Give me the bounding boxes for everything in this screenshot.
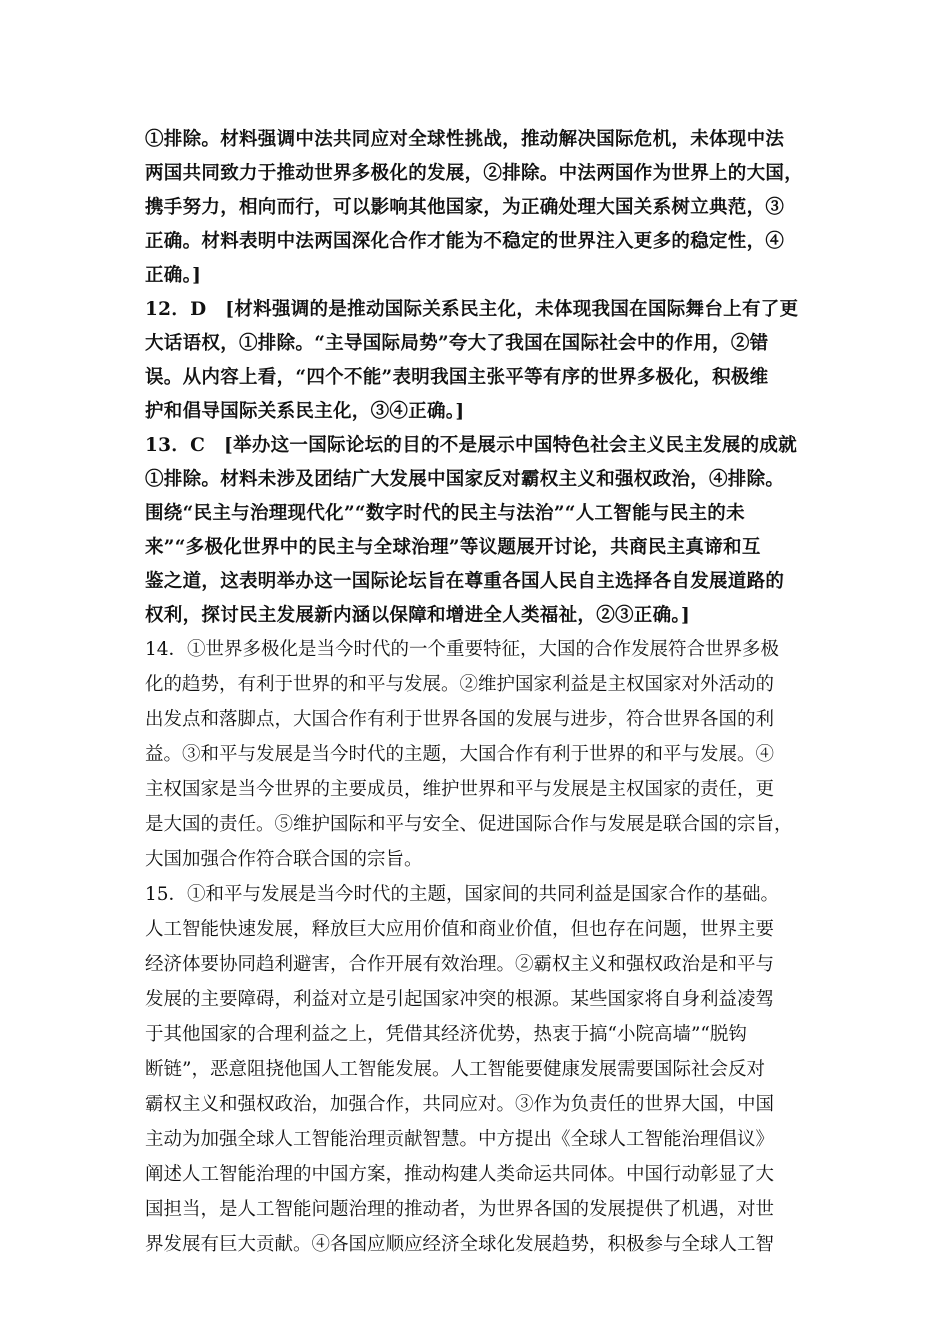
answer-14-line-1: 14．①世界多极化是当今时代的一个重要特征，大国的合作发展符合世界多极 (145, 639, 780, 660)
answer-11-line-5: 正确。] (145, 265, 202, 286)
answer-15-line-5: 于其他国家的合理利益之上，凭借其经济优势，热衷于搞“小院高墙”“脱钩 (145, 1024, 747, 1045)
answer-11-line-3: 携手努力，相向而行，可以影响其他国家，为正确处理大国关系树立典范，③ (145, 197, 785, 218)
answer-15-line-9: 阐述人工智能治理的中国方案，推动构建人类命运共同体。中国行动彰显了大 (145, 1164, 775, 1185)
answer-13-line-6: 权利，探讨民主发展新内涵以保障和增进全人类福祉，②③正确。] (145, 605, 691, 626)
answer-15-line-10: 国担当，是人工智能问题治理的推动者，为世界各国的发展提供了机遇，对世 (145, 1199, 775, 1220)
answer-14-line-3: 出发点和落脚点，大国合作有利于世界各国的发展与进步，符合世界各国的利 (145, 709, 775, 730)
answer-12-line-1: 12．D [材料强调的是推动国际关系民主化，未体现我国在国际舞台上有了更 (145, 299, 799, 320)
answer-15-line-11: 界发展有巨大贡献。④各国应顺应经济全球化发展趋势，积极参与全球人工智 (145, 1234, 775, 1255)
answer-14-line-4: 益。③和平与发展是当今时代的主题，大国合作有利于世界的和平与发展。④ (145, 744, 775, 765)
answer-13-line-1: 13．C [举办这一国际论坛的目的不是展示中国特色社会主义民主发展的成就 (145, 435, 798, 456)
answer-13-line-4: 来”“多极化世界中的民主与全球治理”等议题展开讨论，共商民主真谛和互 (145, 537, 761, 558)
answer-11-line-1: ①排除。材料强调中法共同应对全球性挑战，推动解决国际危机，未体现中法 (145, 129, 785, 150)
answer-15-line-7: 霸权主义和强权政治，加强合作，共同应对。③作为负责任的世界大国，中国 (145, 1094, 775, 1115)
answer-15-line-6: 断链”，恶意阻挠他国人工智能发展。人工智能要健康发展需要国际社会反对 (145, 1059, 765, 1080)
answer-14-line-6: 是大国的责任。⑤维护国际和平与安全、促进国际合作与发展是联合国的宗旨， (145, 814, 793, 835)
answer-11-line-4: 正确。材料表明中法两国深化合作才能为不稳定的世界注入更多的稳定性，④ (145, 231, 785, 252)
answer-15-line-2: 人工智能快速发展，释放巨大应用价值和商业价值，但也存在问题，世界主要 (145, 919, 775, 940)
answer-14-line-7: 大国加强合作符合联合国的宗旨。 (145, 849, 423, 870)
answer-15-line-8: 主动为加强全球人工智能治理贡献智慧。中方提出《全球人工智能治理倡议》 (145, 1129, 775, 1150)
answer-13-line-2: ①排除。材料未涉及团结广大发展中国家反对霸权主义和强权政治，④排除。 (145, 469, 785, 490)
answer-14-line-2: 化的趋势，有利于世界的和平与发展。②维护国家利益是主权国家对外活动的 (145, 674, 775, 695)
answer-15-line-3: 经济体要协同趋利避害，合作开展有效治理。②霸权主义和强权政治是和平与 (145, 954, 775, 975)
answer-15-line-1: 15．①和平与发展是当今时代的主题，国家间的共同利益是国家合作的基础。 (145, 884, 780, 905)
answer-13-line-5: 鉴之道，这表明举办这一国际论坛旨在尊重各国人民自主选择各自发展道路的 (145, 571, 785, 592)
answer-12-line-4: 护和倡导国际关系民主化，③④正确。] (145, 401, 465, 422)
answer-12-line-3: 误。从内容上看，“四个不能”表明我国主张平等有序的世界多极化，积极维 (145, 367, 769, 388)
answer-12-line-2: 大话语权，①排除。“主导国际局势”夸大了我国在国际社会中的作用，②错 (145, 333, 769, 354)
answer-14-line-5: 主权国家是当今世界的主要成员，维护世界和平与发展是主权国家的责任，更 (145, 779, 775, 800)
answer-13-line-3: 围绕“民主与治理现代化”“数字时代的民主与法治”“人工智能与民主的未 (145, 503, 745, 524)
answer-11-line-2: 两国共同致力于推动世界多极化的发展，②排除。中法两国作为世界上的大国， (145, 163, 804, 184)
answer-15-line-4: 发展的主要障碍，利益对立是引起国家冲突的根源。某些国家将自身利益凌驾 (145, 989, 775, 1010)
